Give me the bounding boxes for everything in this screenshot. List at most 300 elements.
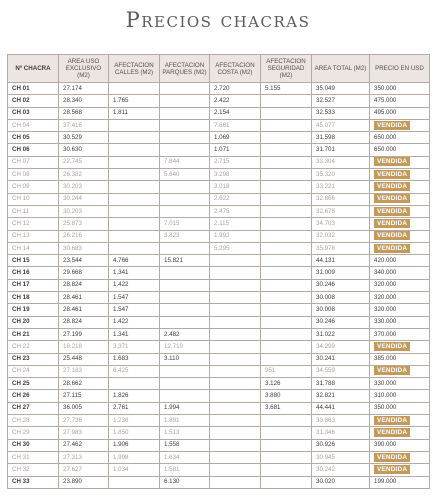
cell-area-uso: 29.668: [59, 267, 109, 279]
cell-precio: 385.000: [370, 353, 430, 365]
cell-costa: 3.298: [210, 169, 261, 181]
cell-area-total: 30.863: [312, 415, 370, 427]
cell-costa: [210, 427, 261, 439]
cell-chacra: CH 11: [8, 205, 59, 217]
table-row: [8, 476, 430, 488]
cell-parques: [160, 316, 210, 328]
cell-chacra: CH 28: [8, 415, 59, 427]
cell-calles: 1.850: [109, 427, 160, 439]
cell-seguridad: [261, 205, 312, 217]
sold-badge: VENDIDA: [374, 244, 410, 253]
table-row: [8, 316, 430, 328]
cell-area-uso: 27.736: [59, 415, 109, 427]
table-row: [8, 390, 430, 402]
cell-precio: 320.000: [370, 292, 430, 304]
cell-calles: [109, 218, 160, 230]
cell-costa: [210, 365, 261, 377]
cell-precio: [370, 451, 430, 463]
cell-costa: 1.071: [210, 144, 261, 156]
column-header-precio: PRECIO EN USD: [370, 55, 430, 83]
cell-chacra: CH 08: [8, 169, 59, 181]
sold-badge: VENDIDA: [374, 194, 410, 203]
cell-precio: 310.000: [370, 390, 430, 402]
cell-chacra: CH 07: [8, 156, 59, 168]
cell-area-total: 34.703: [312, 218, 370, 230]
cell-area-uso: 23.890: [59, 476, 109, 488]
cell-parques: [160, 83, 210, 95]
cell-area-total: 44.441: [312, 402, 370, 414]
cell-chacra: CH 16: [8, 267, 59, 279]
cell-area-uso: 23.544: [59, 255, 109, 267]
cell-area-total: 30.246: [312, 279, 370, 291]
cell-calles: [109, 83, 160, 95]
cell-area-uso: 25.448: [59, 353, 109, 365]
cell-calles: 1.765: [109, 95, 160, 107]
cell-calles: 3.371: [109, 341, 160, 353]
cell-area-total: 32.533: [312, 107, 370, 119]
table-row: [8, 205, 430, 217]
cell-precio: 420.000: [370, 255, 430, 267]
cell-calles: 1.547: [109, 304, 160, 316]
table-row: [8, 218, 430, 230]
cell-area-uso: 30.203: [59, 205, 109, 217]
column-header-chacra: Nº CHACRA: [8, 55, 59, 83]
cell-chacra: CH 20: [8, 316, 59, 328]
cell-precio: [370, 181, 430, 193]
cell-chacra: CH 31: [8, 451, 59, 463]
cell-costa: 7.661: [210, 119, 261, 131]
cell-seguridad: [261, 242, 312, 254]
cell-calles: [109, 378, 160, 390]
cell-calles: [109, 205, 160, 217]
cell-parques: 2.482: [160, 328, 210, 340]
cell-area-uso: 28.662: [59, 378, 109, 390]
cell-parques: [160, 365, 210, 377]
column-header-area-uso: AREA USO EXCLUSIVO (M2): [59, 55, 109, 83]
cell-calles: 1.341: [109, 328, 160, 340]
cell-parques: [160, 144, 210, 156]
cell-costa: [210, 464, 261, 476]
cell-chacra: CH 13: [8, 230, 59, 242]
cell-chacra: CH 15: [8, 255, 59, 267]
cell-calles: [109, 156, 160, 168]
cell-chacra: CH 10: [8, 193, 59, 205]
cell-parques: 5.640: [160, 169, 210, 181]
page-title: Precios chacras: [125, 8, 311, 32]
cell-seguridad: 3.126: [261, 378, 312, 390]
cell-precio: [370, 341, 430, 353]
cell-area-total: 32.866: [312, 193, 370, 205]
cell-area-uso: 18.218: [59, 341, 109, 353]
table-row: [8, 230, 430, 242]
cell-area-total: 30.008: [312, 304, 370, 316]
sold-badge: VENDIDA: [374, 465, 410, 474]
cell-area-uso: 28.824: [59, 316, 109, 328]
cell-area-total: 31.346: [312, 427, 370, 439]
cell-precio: [370, 427, 430, 439]
cell-chacra: CH 01: [8, 83, 59, 95]
table-row: [8, 341, 430, 353]
cell-costa: [210, 304, 261, 316]
cell-precio: 350.000: [370, 83, 430, 95]
table-row: [8, 464, 430, 476]
cell-costa: 2.715: [210, 156, 261, 168]
cell-precio: 650.000: [370, 144, 430, 156]
cell-area-uso: 26.216: [59, 230, 109, 242]
cell-parques: [160, 205, 210, 217]
column-header-area-total: AREA TOTAL (M2): [312, 55, 370, 83]
table-row: [8, 119, 430, 131]
cell-precio: 320.000: [370, 304, 430, 316]
table-row: [8, 402, 430, 414]
cell-area-total: 32.527: [312, 95, 370, 107]
cell-seguridad: [261, 95, 312, 107]
cell-calles: 1.341: [109, 267, 160, 279]
table-row: [8, 439, 430, 451]
cell-precio: [370, 415, 430, 427]
cell-calles: 1.811: [109, 107, 160, 119]
cell-seguridad: 5.155: [261, 83, 312, 95]
cell-precio: 320.000: [370, 279, 430, 291]
sold-badge: VENDIDA: [374, 207, 410, 216]
cell-chacra: CH 12: [8, 218, 59, 230]
column-header-costa: AFECTACION COSTA (M2): [210, 55, 261, 83]
cell-precio: 340.000: [370, 267, 430, 279]
cell-area-total: 32.032: [312, 230, 370, 242]
cell-area-uso: 25.873: [59, 218, 109, 230]
cell-costa: 5.295: [210, 242, 261, 254]
cell-seguridad: [261, 439, 312, 451]
cell-parques: [160, 279, 210, 291]
cell-parques: 1.513: [160, 427, 210, 439]
cell-costa: [210, 279, 261, 291]
cell-seguridad: [261, 279, 312, 291]
cell-seguridad: [261, 144, 312, 156]
cell-area-uso: 27.183: [59, 365, 109, 377]
cell-precio: 495.000: [370, 107, 430, 119]
cell-costa: 2.475: [210, 205, 261, 217]
cell-seguridad: 3.880: [261, 390, 312, 402]
cell-area-total: 35.320: [312, 169, 370, 181]
cell-area-uso: 22.745: [59, 156, 109, 168]
cell-area-uso: 27.627: [59, 464, 109, 476]
cell-chacra: CH 14: [8, 242, 59, 254]
cell-area-total: 30.242: [312, 464, 370, 476]
cell-precio: 475.000: [370, 95, 430, 107]
cell-costa: [210, 267, 261, 279]
cell-chacra: CH 26: [8, 390, 59, 402]
table-row: [8, 169, 430, 181]
cell-area-total: 31.598: [312, 132, 370, 144]
table-row: [8, 83, 430, 95]
cell-chacra: CH 09: [8, 181, 59, 193]
cell-precio: 330.000: [370, 316, 430, 328]
cell-area-total: 30.241: [312, 353, 370, 365]
cell-parques: [160, 95, 210, 107]
table-row: [8, 304, 430, 316]
table-row: [8, 95, 430, 107]
cell-area-total: 32.821: [312, 390, 370, 402]
table-row: [8, 242, 430, 254]
table-row: [8, 132, 430, 144]
cell-chacra: CH 02: [8, 95, 59, 107]
cell-area-total: 30.246: [312, 316, 370, 328]
table-row: [8, 451, 430, 463]
cell-chacra: CH 03: [8, 107, 59, 119]
prices-table: [7, 54, 430, 489]
cell-parques: 1.891: [160, 415, 210, 427]
cell-area-uso: 37.416: [59, 119, 109, 131]
column-header-seguridad: AFECTACION SEGURIDAD (M2): [261, 55, 312, 83]
cell-seguridad: [261, 304, 312, 316]
cell-chacra: CH 23: [8, 353, 59, 365]
cell-area-total: 45.077: [312, 119, 370, 131]
cell-area-uso: 28.340: [59, 95, 109, 107]
cell-seguridad: [261, 353, 312, 365]
cell-parques: 3.823: [160, 230, 210, 242]
cell-parques: [160, 242, 210, 254]
cell-calles: 1.547: [109, 292, 160, 304]
cell-calles: [109, 169, 160, 181]
cell-area-uso: 27.313: [59, 451, 109, 463]
cell-parques: [160, 304, 210, 316]
cell-costa: 2.422: [210, 95, 261, 107]
cell-area-total: 33.221: [312, 181, 370, 193]
cell-parques: [160, 378, 210, 390]
cell-costa: [210, 255, 261, 267]
cell-calles: 1.683: [109, 353, 160, 365]
cell-parques: 7.015: [160, 218, 210, 230]
cell-area-uso: 30.203: [59, 181, 109, 193]
cell-parques: [160, 193, 210, 205]
cell-costa: [210, 316, 261, 328]
cell-costa: [210, 292, 261, 304]
cell-chacra: CH 30: [8, 439, 59, 451]
cell-seguridad: 3.681: [261, 402, 312, 414]
cell-seguridad: [261, 132, 312, 144]
cell-seguridad: [261, 427, 312, 439]
column-header-parques: AFECTACION PARQUES (M2): [160, 55, 210, 83]
cell-costa: 2.154: [210, 107, 261, 119]
cell-chacra: CH 19: [8, 304, 59, 316]
cell-calles: 1.236: [109, 415, 160, 427]
cell-area-total: 33.304: [312, 156, 370, 168]
cell-seguridad: [261, 230, 312, 242]
cell-area-total: 30.926: [312, 439, 370, 451]
cell-area-total: 32.678: [312, 205, 370, 217]
cell-chacra: CH 18: [8, 292, 59, 304]
cell-parques: 7.844: [160, 156, 210, 168]
cell-area-total: 31.022: [312, 328, 370, 340]
sold-badge: VENDIDA: [374, 342, 410, 351]
cell-chacra: CH 05: [8, 132, 59, 144]
sold-badge: VENDIDA: [374, 157, 410, 166]
cell-precio: 390.000: [370, 439, 430, 451]
sold-badge: VENDIDA: [374, 182, 410, 191]
cell-costa: 2.115: [210, 218, 261, 230]
cell-parques: 12.710: [160, 341, 210, 353]
cell-parques: [160, 107, 210, 119]
cell-chacra: CH 25: [8, 378, 59, 390]
cell-area-uso: 30.683: [59, 242, 109, 254]
cell-chacra: CH 21: [8, 328, 59, 340]
cell-seguridad: [261, 292, 312, 304]
cell-precio: [370, 242, 430, 254]
cell-area-uso: 27.462: [59, 439, 109, 451]
column-header-calles: AFECTACION CALLES (M2): [109, 55, 160, 83]
cell-calles: 6.425: [109, 365, 160, 377]
cell-precio: [370, 193, 430, 205]
cell-calles: 2.761: [109, 402, 160, 414]
sold-badge: VENDIDA: [374, 219, 410, 228]
cell-seguridad: [261, 316, 312, 328]
cell-area-total: 34.299: [312, 341, 370, 353]
cell-parques: 1.994: [160, 402, 210, 414]
cell-parques: 15.821: [160, 255, 210, 267]
table-row: [8, 415, 430, 427]
cell-precio: [370, 169, 430, 181]
cell-area-uso: 27.174: [59, 83, 109, 95]
table-row: [8, 107, 430, 119]
cell-parques: [160, 181, 210, 193]
cell-area-uso: 28.461: [59, 304, 109, 316]
cell-precio: 199.000: [370, 476, 430, 488]
cell-precio: 650.000: [370, 132, 430, 144]
sold-badge: VENDIDA: [374, 170, 410, 179]
table-row: [8, 427, 430, 439]
sold-badge: VENDIDA: [374, 453, 410, 462]
cell-area-uso: 30.529: [59, 132, 109, 144]
cell-costa: 3.018: [210, 181, 261, 193]
table-row: [8, 181, 430, 193]
cell-calles: 1.034: [109, 464, 160, 476]
cell-seguridad: [261, 464, 312, 476]
cell-costa: [210, 353, 261, 365]
cell-parques: 6.130: [160, 476, 210, 488]
cell-costa: [210, 390, 261, 402]
table-body: [8, 83, 430, 489]
cell-chacra: CH 17: [8, 279, 59, 291]
cell-seguridad: [261, 267, 312, 279]
cell-costa: 2.622: [210, 193, 261, 205]
cell-seguridad: [261, 119, 312, 131]
cell-calles: [109, 242, 160, 254]
cell-seguridad: [261, 169, 312, 181]
cell-costa: [210, 378, 261, 390]
cell-area-total: 35.978: [312, 242, 370, 254]
cell-calles: [109, 230, 160, 242]
cell-parques: [160, 132, 210, 144]
cell-costa: 1.069: [210, 132, 261, 144]
cell-precio: [370, 218, 430, 230]
cell-costa: 2.720: [210, 83, 261, 95]
cell-area-uso: 26.382: [59, 169, 109, 181]
cell-area-uso: 28.824: [59, 279, 109, 291]
cell-seguridad: [261, 451, 312, 463]
cell-seguridad: [261, 156, 312, 168]
table-row: [8, 378, 430, 390]
cell-seguridad: [261, 193, 312, 205]
cell-calles: [109, 476, 160, 488]
cell-calles: 1.826: [109, 390, 160, 402]
cell-calles: 4.766: [109, 255, 160, 267]
cell-precio: [370, 365, 430, 377]
cell-seguridad: [261, 476, 312, 488]
cell-calles: 1.422: [109, 279, 160, 291]
table-row: [8, 292, 430, 304]
cell-costa: 1.993: [210, 230, 261, 242]
cell-calles: [109, 119, 160, 131]
cell-area-uso: 30.630: [59, 144, 109, 156]
cell-seguridad: [261, 328, 312, 340]
cell-precio: 350.000: [370, 402, 430, 414]
table-row: [8, 328, 430, 340]
cell-parques: [160, 292, 210, 304]
cell-seguridad: [261, 255, 312, 267]
cell-area-uso: 27.115: [59, 390, 109, 402]
cell-seguridad: [261, 415, 312, 427]
table-row: [8, 156, 430, 168]
cell-precio: [370, 205, 430, 217]
cell-costa: [210, 476, 261, 488]
cell-area-total: 31.701: [312, 144, 370, 156]
table-row: [8, 255, 430, 267]
cell-area-total: 31.788: [312, 378, 370, 390]
cell-chacra: CH 06: [8, 144, 59, 156]
cell-area-uso: 28.461: [59, 292, 109, 304]
cell-area-uso: 28.568: [59, 107, 109, 119]
table-row: [8, 279, 430, 291]
cell-chacra: CH 29: [8, 427, 59, 439]
cell-area-total: 34.559: [312, 365, 370, 377]
cell-area-total: 30.020: [312, 476, 370, 488]
cell-precio: 370.000: [370, 328, 430, 340]
cell-precio: 330.000: [370, 378, 430, 390]
cell-parques: 3.110: [160, 353, 210, 365]
table-row: [8, 365, 430, 377]
cell-parques: 1.581: [160, 464, 210, 476]
cell-area-uso: 27.983: [59, 427, 109, 439]
cell-precio: [370, 119, 430, 131]
cell-area-uso: 30.244: [59, 193, 109, 205]
cell-area-total: 35.049: [312, 83, 370, 95]
cell-calles: 1.998: [109, 451, 160, 463]
cell-seguridad: [261, 341, 312, 353]
cell-parques: [160, 119, 210, 131]
cell-costa: [210, 451, 261, 463]
cell-precio: [370, 156, 430, 168]
cell-area-total: 30.008: [312, 292, 370, 304]
cell-chacra: CH 24: [8, 365, 59, 377]
table-row: [8, 267, 430, 279]
table-row: [8, 193, 430, 205]
cell-precio: [370, 230, 430, 242]
cell-costa: [210, 415, 261, 427]
cell-seguridad: [261, 218, 312, 230]
cell-calles: [109, 193, 160, 205]
table-row: [8, 353, 430, 365]
cell-area-total: 30.945: [312, 451, 370, 463]
cell-area-uso: 27.199: [59, 328, 109, 340]
cell-calles: 1.906: [109, 439, 160, 451]
cell-parques: 1.634: [160, 451, 210, 463]
cell-seguridad: 951: [261, 365, 312, 377]
sold-badge: VENDIDA: [374, 428, 410, 437]
cell-chacra: CH 27: [8, 402, 59, 414]
table-row: [8, 144, 430, 156]
cell-costa: [210, 328, 261, 340]
cell-chacra: CH 04: [8, 119, 59, 131]
